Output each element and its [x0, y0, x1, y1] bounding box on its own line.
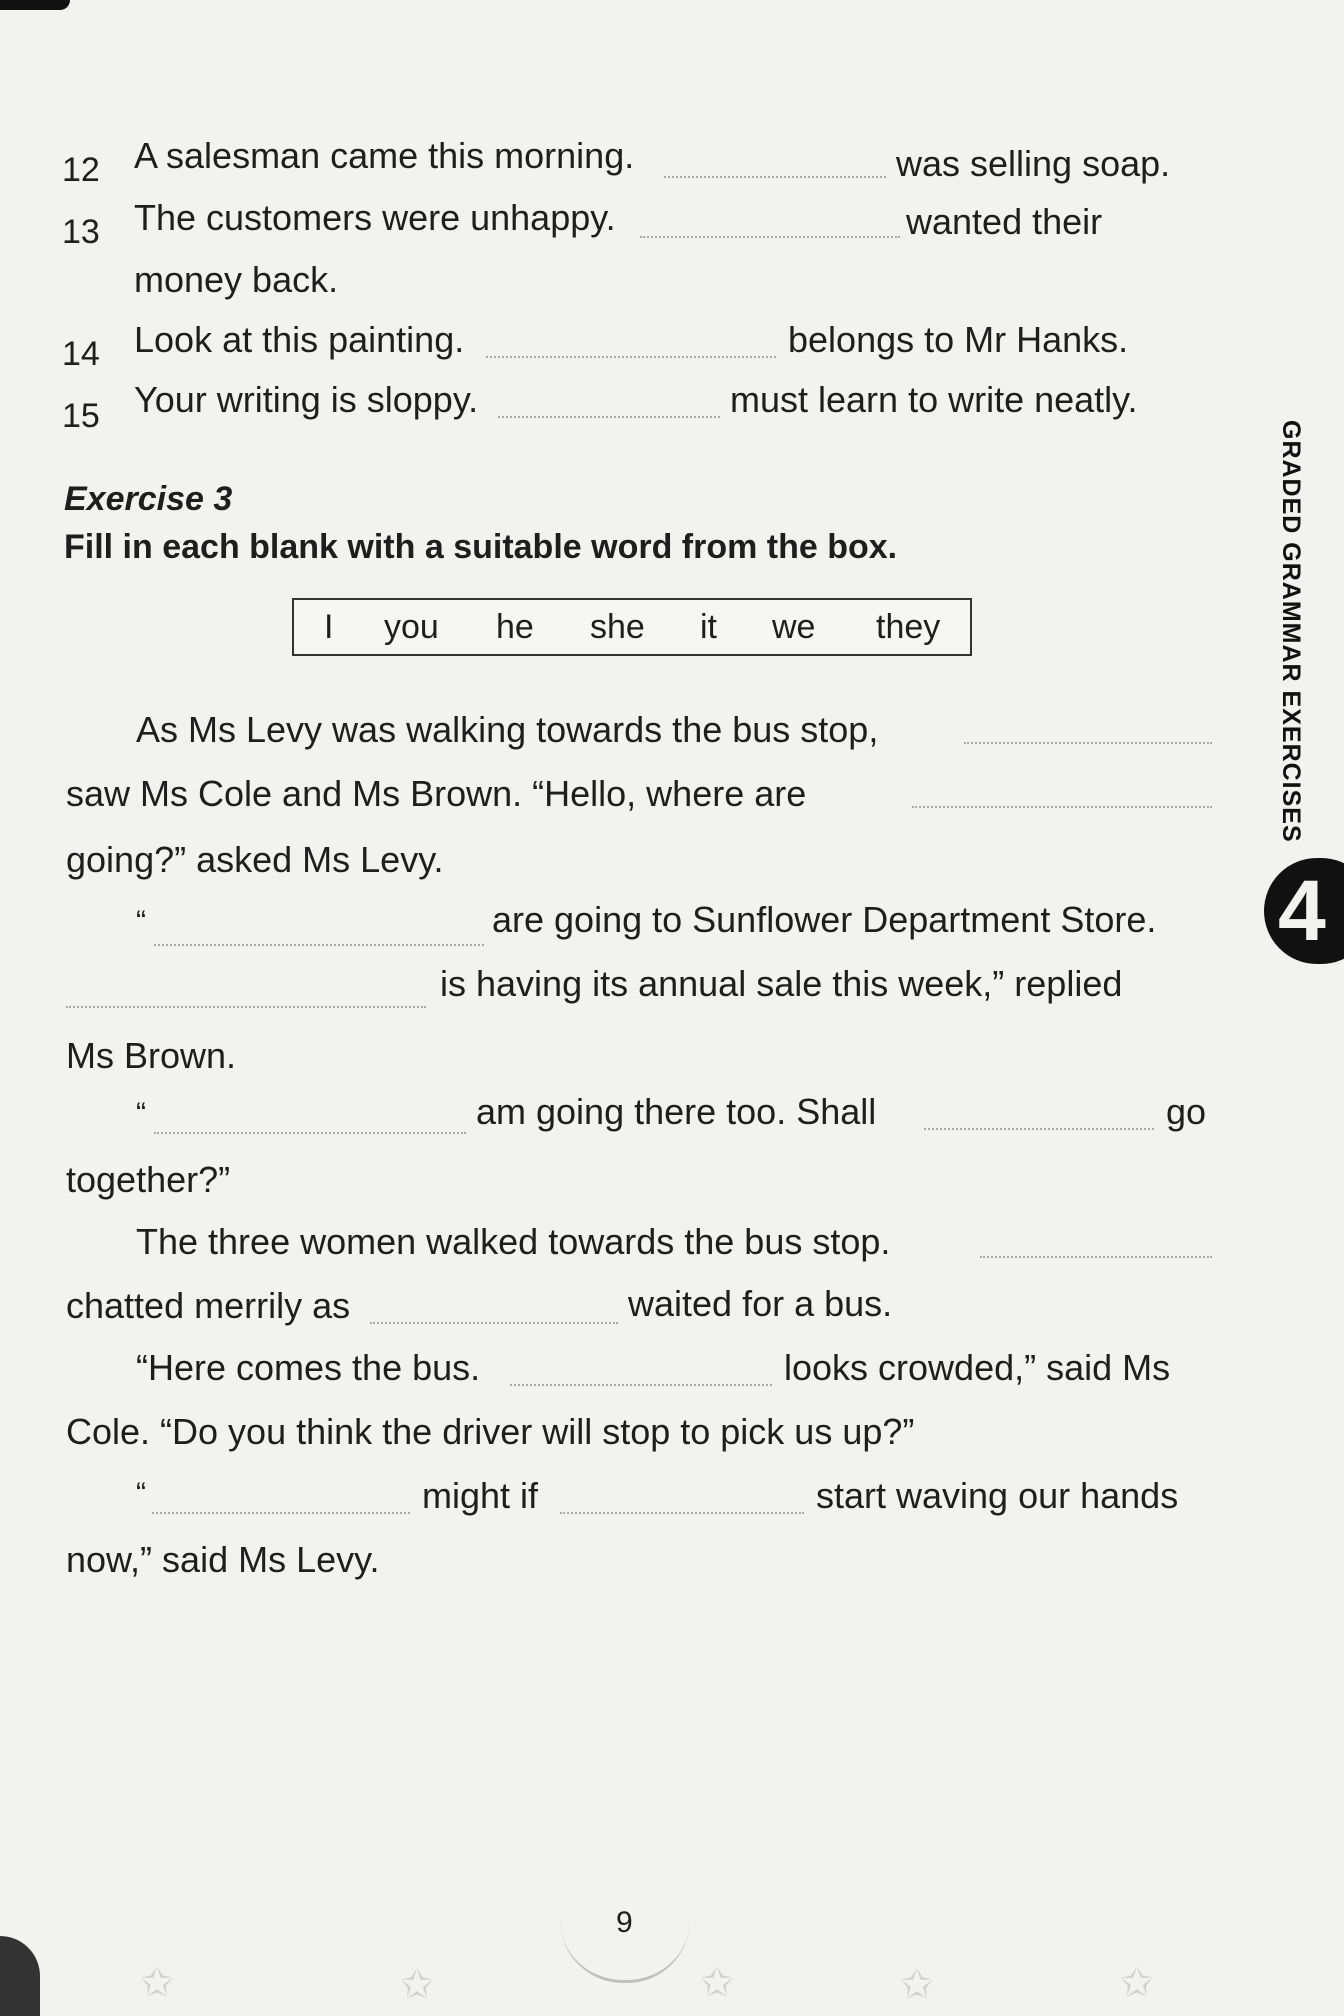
word-option: it — [700, 608, 717, 646]
answer-blank[interactable] — [498, 416, 720, 418]
question-text: Your writing is sloppy. — [134, 379, 479, 420]
quote-mark: “ — [136, 1477, 146, 1510]
passage-text: might if — [422, 1475, 539, 1516]
passage-text: Ms Brown. — [66, 1035, 237, 1076]
passage-text: together?” — [66, 1159, 231, 1200]
page-corner-shadow — [0, 1936, 40, 2016]
answer-blank[interactable] — [964, 742, 1212, 744]
star-decoration-icon: ✩ — [900, 1963, 934, 2007]
question-text-after: must learn to write neatly. — [730, 379, 1138, 420]
passage-text: saw Ms Cole and Ms Brown. “Hello, where are — [66, 773, 807, 814]
answer-blank[interactable] — [560, 1512, 804, 1514]
answer-blank[interactable] — [66, 1006, 426, 1008]
exercise-title: Exercise 3 — [64, 480, 233, 518]
question-text-after: was selling soap. — [896, 143, 1171, 184]
star-decoration-icon: ✩ — [140, 1961, 174, 2005]
passage-text: start waving our hands — [816, 1475, 1179, 1516]
passage-text: Cole. “Do you think the driver will stop to pick us up?” — [66, 1411, 915, 1452]
passage-text: is having its annual sale this week,” replied — [440, 963, 1123, 1004]
question-text-after: belongs to Mr Hanks. — [788, 319, 1129, 360]
question-text: Look at this painting. — [134, 319, 465, 360]
question-text-after: wanted their — [906, 201, 1103, 242]
passage-text: As Ms Levy was walking towards the bus stop, — [136, 709, 879, 750]
star-decoration-icon: ✩ — [1120, 1961, 1154, 2005]
chapter-number: 4 — [1278, 863, 1326, 959]
answer-blank[interactable] — [154, 1132, 466, 1134]
passage-text: chatted merrily as — [66, 1285, 351, 1326]
question-number: 13 — [62, 213, 100, 251]
question-number: 15 — [62, 397, 100, 435]
answer-blank[interactable] — [912, 806, 1212, 808]
passage-text: are going to Sunflower Department Store. — [492, 899, 1157, 940]
word-option: we — [772, 608, 816, 646]
passage-text: waited for a bus. — [628, 1283, 893, 1324]
question-text: The customers were unhappy. — [134, 197, 616, 238]
answer-blank[interactable] — [510, 1384, 772, 1386]
passage-text: going?” asked Ms Levy. — [66, 839, 444, 880]
question-number: 14 — [62, 335, 100, 373]
page-number: 9 — [616, 1906, 633, 1939]
passage-text: looks crowded,” said Ms — [784, 1347, 1171, 1388]
word-option: she — [590, 608, 645, 646]
passage-text: The three women walked towards the bus stop. — [136, 1221, 891, 1262]
answer-blank[interactable] — [924, 1128, 1154, 1130]
passage-text: go — [1166, 1091, 1207, 1132]
decorative-arc — [560, 1920, 690, 1983]
word-option: you — [384, 608, 439, 646]
exercise-instruction: Fill in each blank with a suitable word from the box. — [64, 528, 898, 566]
passage-text: am going there too. Shall — [476, 1091, 877, 1132]
answer-blank[interactable] — [640, 236, 900, 238]
answer-blank[interactable] — [154, 944, 484, 946]
answer-blank[interactable] — [152, 1512, 410, 1514]
passage-text: now,” said Ms Levy. — [66, 1539, 380, 1580]
quote-mark: “ — [136, 1097, 146, 1130]
question-text-continued: money back. — [134, 259, 339, 300]
star-decoration-icon: ✩ — [400, 1963, 434, 2007]
chapter-tab — [1264, 858, 1344, 964]
answer-blank[interactable] — [486, 356, 776, 358]
word-box — [292, 598, 972, 656]
side-section-label: GRADED GRAMMAR EXERCISES — [1277, 420, 1305, 843]
passage-text: “Here comes the bus. — [136, 1347, 481, 1388]
answer-blank[interactable] — [980, 1256, 1212, 1258]
question-text: A salesman came this morning. — [134, 135, 635, 176]
word-option: I — [324, 608, 334, 646]
quote-mark: “ — [136, 905, 146, 938]
answer-blank[interactable] — [664, 176, 886, 178]
word-option: he — [496, 608, 534, 646]
answer-blank[interactable] — [370, 1322, 618, 1324]
question-number: 12 — [62, 151, 100, 189]
word-option: they — [876, 608, 941, 646]
page-corner-shadow — [0, 0, 70, 10]
star-decoration-icon: ✩ — [700, 1961, 734, 2005]
